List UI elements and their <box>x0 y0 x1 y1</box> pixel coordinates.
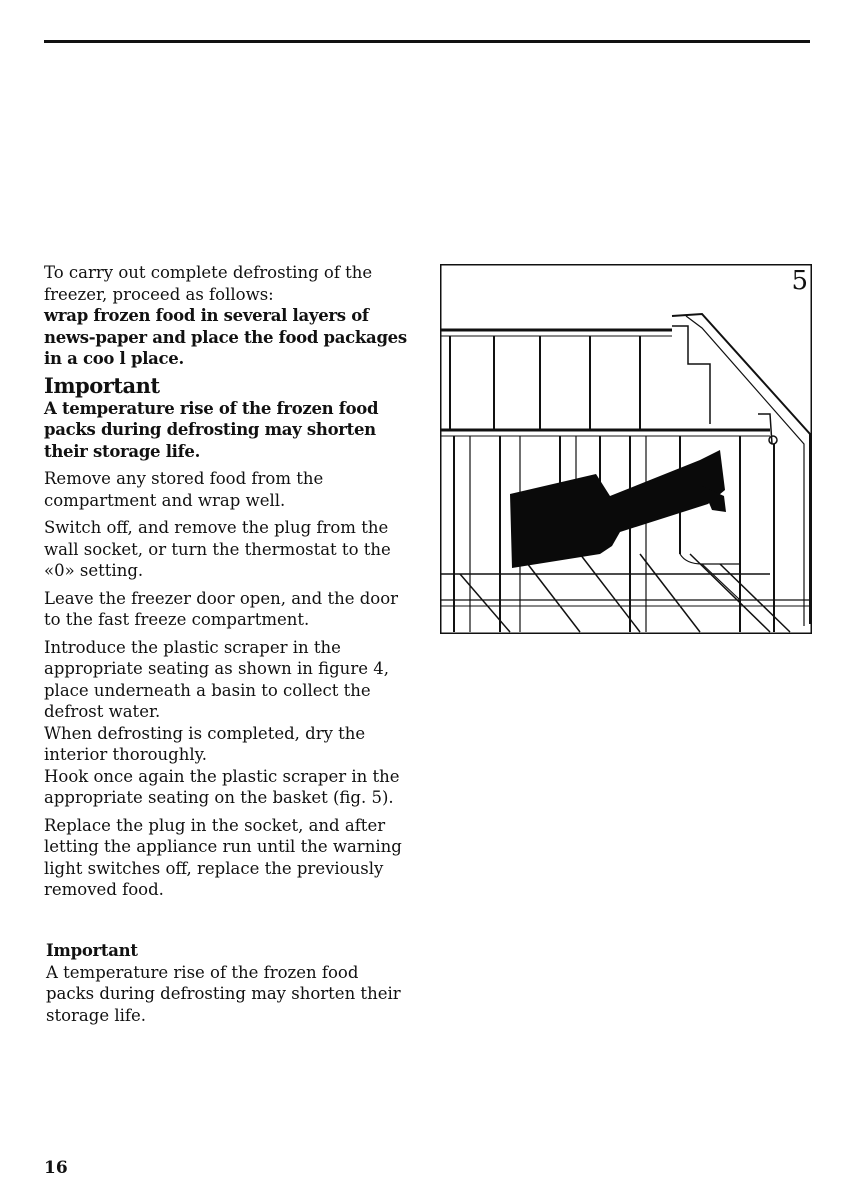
important-note-bottom <box>46 940 406 1026</box>
step-switch-off: Switch off, and remove the plug from the wall socket, or turn the thermostat to the «0» setting. <box>44 518 391 580</box>
figure-basket-scraper <box>440 264 812 634</box>
important-heading-bottom: Important <box>46 941 138 960</box>
page-number: 16 <box>44 1158 68 1178</box>
intro-paragraph: To carry out complete defrosting of the freezer, proceed as follows: <box>44 263 373 304</box>
step-scraper: Introduce the plastic scraper in the appropriate seating as shown in figure 4, place underneath a basin to collect the defrost water. <box>44 637 389 721</box>
wrap-instruction: wrap frozen food in several layers of news-paper and place the food packages in a coo l place. <box>44 306 407 368</box>
figure-number: 5 <box>791 266 808 296</box>
step-door-open: Leave the freezer door open, and the door to the fast freeze compartment. <box>44 588 399 629</box>
step-remove-food: Remove any stored food from the compartment and wrap well. <box>44 469 324 510</box>
step-replace-plug: Replace the plug in the socket, and after letting the appliance run until the warning light switches off, replace the previously removed food. <box>44 815 402 899</box>
important-warning-bottom: A temperature rise of the frozen food packs during defrosting may shorten their storage life. <box>46 962 401 1025</box>
step-hook-scraper: Hook once again the plastic scraper in the appropriate seating on the basket (fig. 5). <box>44 766 400 807</box>
main-text-column <box>44 262 416 901</box>
step-dry: When defrosting is completed, dry the interior thoroughly. <box>44 723 366 764</box>
important-warning: A temperature rise of the frozen food packs during defrosting may shorten their storage life. <box>44 398 379 461</box>
basket-scraper-illustration <box>440 264 812 634</box>
top-rule <box>44 40 810 43</box>
important-heading: Important <box>44 372 160 398</box>
